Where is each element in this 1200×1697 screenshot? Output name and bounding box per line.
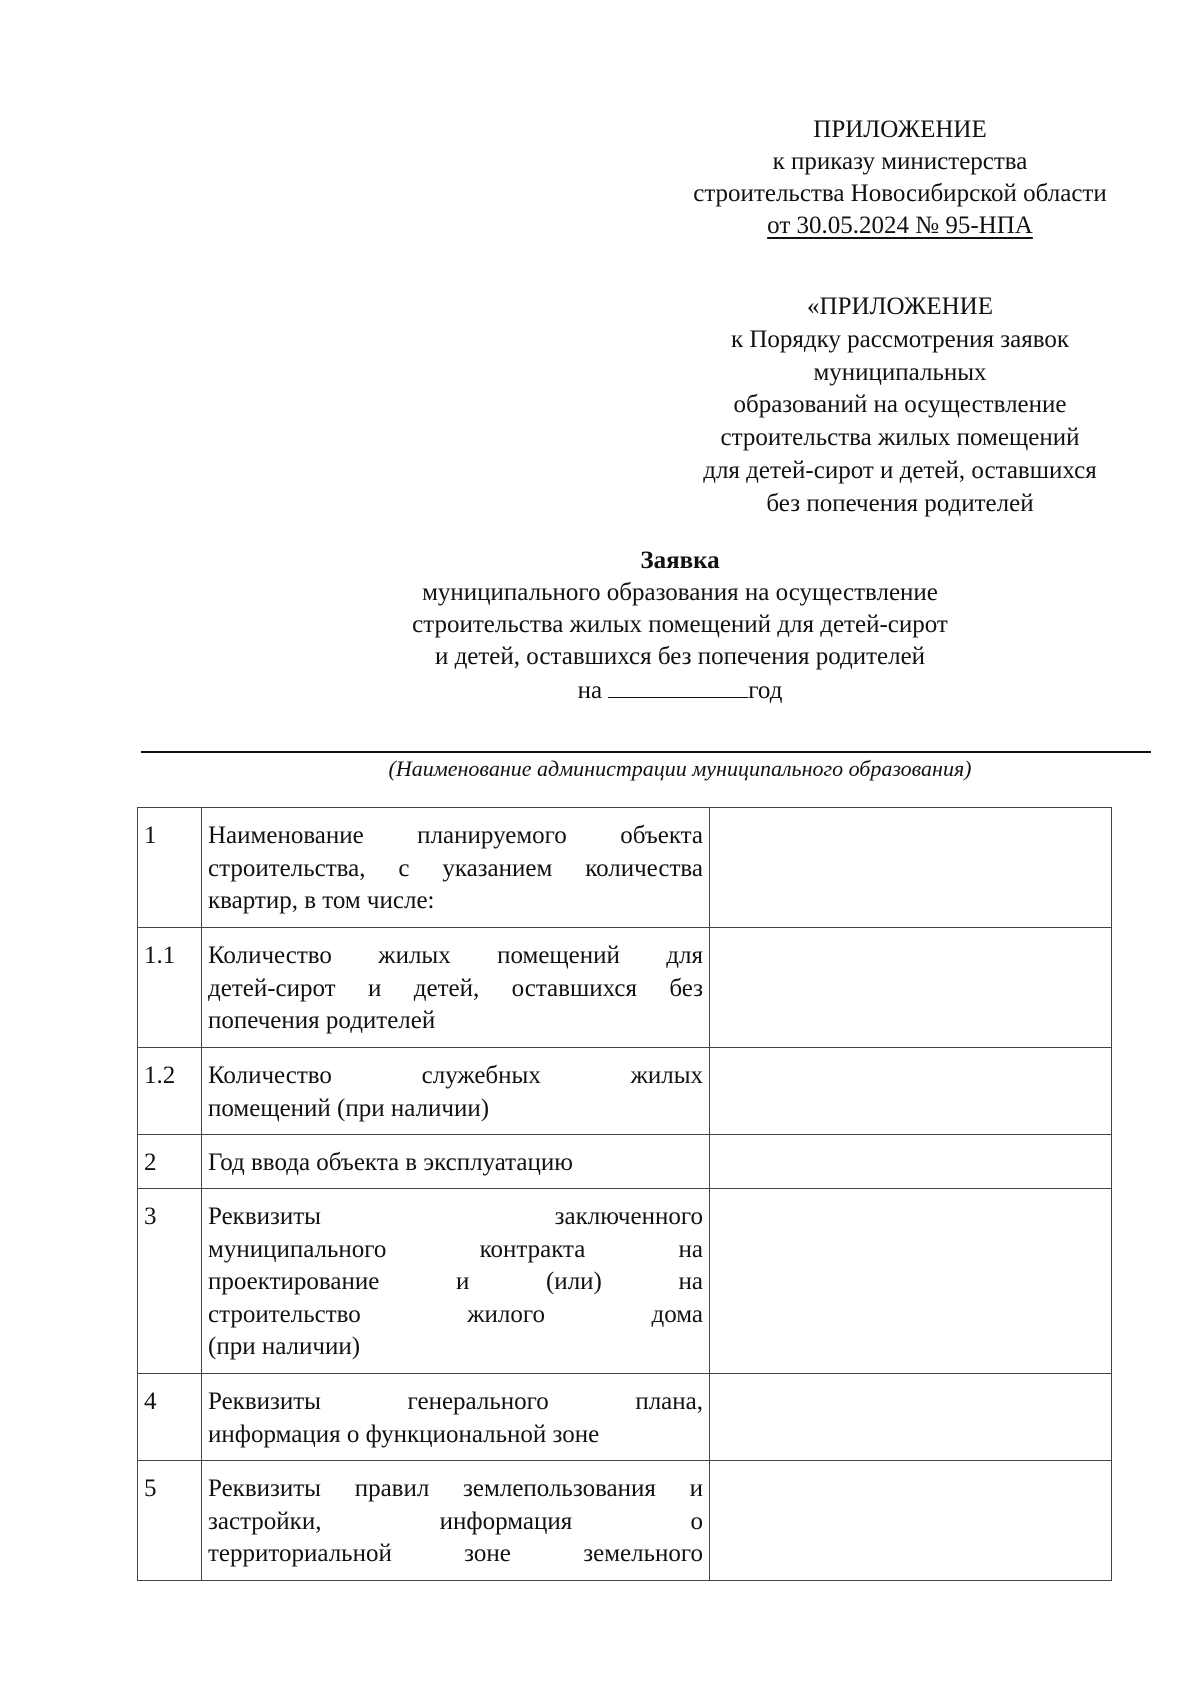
table-row (138, 1461, 1112, 1581)
row-item-description (202, 1135, 710, 1189)
description-line: строительства, с указанием количества (208, 854, 703, 882)
admin-name-blank-line[interactable] (141, 751, 1151, 753)
table-row (138, 928, 1112, 1048)
row-value-field[interactable] (710, 1048, 1112, 1135)
request-subtitle-line: строительства жилых помещений для детей-сирот (412, 611, 948, 638)
appendix-title: ПРИЛОЖЕНИЕ (813, 116, 987, 143)
description-line: строительство жилого дома (208, 1300, 703, 1328)
description-line: помещений (при наличии) (208, 1094, 490, 1122)
row-number: 1 (138, 808, 202, 928)
row-item-description (202, 928, 710, 1048)
row-item-description (202, 1461, 710, 1581)
appendix-line: строительства жилых помещений (720, 424, 1080, 452)
description-line: Реквизиты правил землепользования и (208, 1475, 703, 1502)
order-appendix-header (650, 114, 1150, 242)
table-row (138, 1374, 1112, 1461)
row-number: 1.1 (138, 928, 202, 1048)
description-line: информация о функциональной зоне (208, 1420, 600, 1448)
year-prefix: на (577, 677, 603, 704)
order-reference: от 30.05.2024 № 95-НПА (767, 212, 1033, 239)
procedure-appendix-header (650, 291, 1150, 521)
description-line: Реквизиты генерального плана, (208, 1388, 703, 1415)
row-number: 3 (138, 1189, 202, 1374)
row-item-description (202, 808, 710, 928)
table-row (138, 1189, 1112, 1374)
description-line: Год ввода объекта в эксплуатацию (208, 1149, 573, 1176)
description-line: попечения родителей (208, 1007, 436, 1034)
description-line: Наименование планируемого объекта (208, 822, 703, 849)
request-year-line (300, 673, 1060, 707)
table-row (138, 1135, 1112, 1189)
request-title: Заявка (640, 547, 720, 574)
description-line: муниципального контракта на (208, 1235, 703, 1263)
row-value-field[interactable] (710, 928, 1112, 1048)
description-line: (при наличии) (208, 1333, 361, 1360)
appendix-title: «ПРИЛОЖЕНИЕ (807, 293, 993, 320)
row-number: 4 (138, 1374, 202, 1461)
request-subtitle-line: муниципального образования на осуществление (422, 579, 938, 606)
description-line: квартир, в том числе: (208, 887, 435, 914)
appendix-line: к приказу министерства (772, 148, 1028, 175)
description-line: Количество служебных жилых (208, 1062, 703, 1089)
row-value-field[interactable] (710, 808, 1112, 928)
row-item-description (202, 1374, 710, 1461)
admin-name-caption: (Наименование администрации муниципального образования) (388, 756, 972, 781)
appendix-line: к Порядку рассмотрения заявок (730, 325, 1070, 353)
description-line: застройки, информация о (208, 1507, 703, 1535)
request-subtitle-line: и детей, оставшихся без попечения родителей (434, 643, 926, 670)
request-form-table (137, 807, 1112, 1581)
description-line: детей-сирот и детей, оставшихся без (208, 974, 703, 1002)
description-line: Реквизиты заключенного (208, 1203, 703, 1230)
description-line: Количество жилых помещений для (208, 942, 703, 969)
appendix-line: без попечения родителей (766, 489, 1034, 517)
row-number: 1.2 (138, 1048, 202, 1135)
description-line: территориальной зоне земельного (208, 1540, 703, 1567)
appendix-line: строительства Новосибирской области (693, 180, 1107, 207)
row-number: 5 (138, 1461, 202, 1581)
year-suffix: год (748, 677, 783, 704)
row-item-description (202, 1048, 710, 1135)
row-value-field[interactable] (710, 1461, 1112, 1581)
year-blank-field[interactable] (608, 673, 748, 698)
row-value-field[interactable] (710, 1189, 1112, 1374)
appendix-line: образований на осуществление (733, 391, 1067, 419)
request-heading (300, 545, 1060, 707)
appendix-line: для детей-сирот и детей, оставшихся (703, 456, 1097, 484)
row-value-field[interactable] (710, 1135, 1112, 1189)
row-value-field[interactable] (710, 1374, 1112, 1461)
description-line: проектирование и (или) на (208, 1268, 703, 1295)
row-number: 2 (138, 1135, 202, 1189)
row-item-description (202, 1189, 710, 1374)
appendix-line: муниципальных (813, 358, 987, 386)
table-row (138, 1048, 1112, 1135)
table-row (138, 808, 1112, 928)
